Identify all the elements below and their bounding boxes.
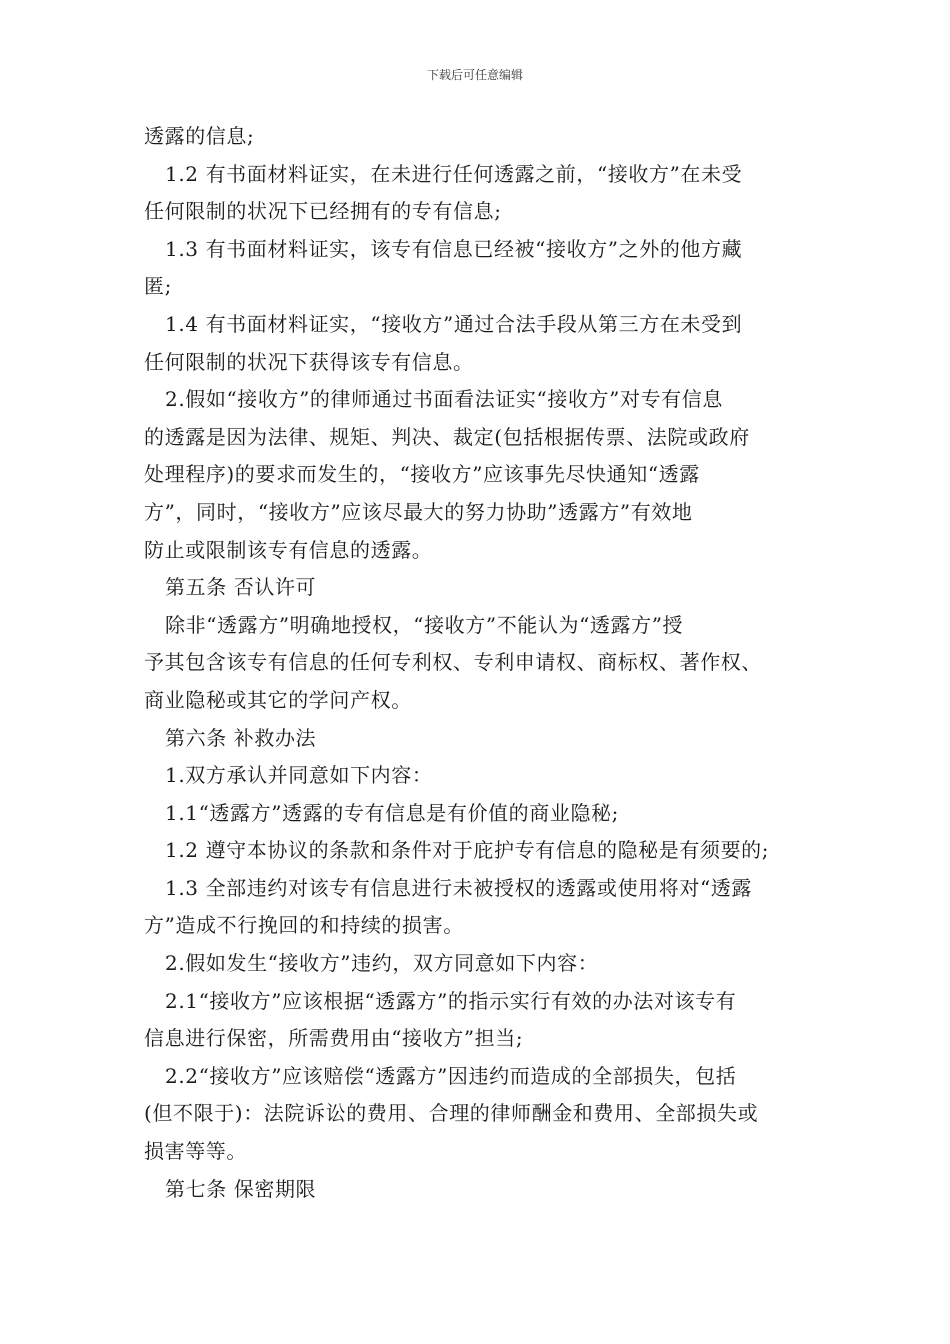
body-line: (但不限于)：法院诉讼的费用、合理的律师酬金和费用、全部损失或: [144, 1101, 759, 1126]
section-heading: 第五条 否认许可: [165, 575, 317, 600]
body-line: 防止或限制该专有信息的透露。: [144, 537, 433, 562]
body-line: 处理程序)的要求而发生的，“接收方”应该事先尽快通知“透露: [144, 462, 700, 487]
section-heading: 第六条 补救办法: [165, 725, 317, 750]
body-line: 除非“透露方”明确地授权，“接收方”不能认为“透露方”授: [165, 612, 684, 637]
body-line: 1.1“透露方”透露的专有信息是有价值的商业隐秘;: [165, 800, 619, 825]
section-heading: 第七条 保密期限: [165, 1176, 317, 1201]
body-line: 2.假如“接收方”的律师通过书面看法证实“接收方”对专有信息: [165, 387, 723, 412]
body-line: 方”造成不行挽回的和持续的损害。: [144, 913, 464, 938]
body-line: 1.双方承认并同意如下内容：: [165, 763, 433, 788]
body-line: 信息进行保密，所需费用由“接收方”担当;: [144, 1026, 524, 1051]
body-line: 任何限制的状况下获得该专有信息。: [144, 349, 474, 374]
body-line: 予其包含该专有信息的任何专利权、专利申请权、商标权、著作权、: [144, 650, 762, 675]
body-line: 任何限制的状况下已经拥有的专有信息;: [144, 199, 502, 224]
body-line: 1.2 遵守本协议的条款和条件对于庇护专有信息的隐秘是有须要的;: [165, 838, 770, 863]
body-line: 损害等等。: [144, 1139, 247, 1164]
body-line: 透露的信息;: [144, 124, 255, 148]
body-line: 商业隐秘或其它的学问产权。: [144, 687, 412, 712]
body-line: 2.假如发生“接收方”违约，双方同意如下内容：: [165, 951, 599, 976]
body-line: 方”，同时，“接收方”应该尽最大的努力协助”透露方”有效地: [144, 499, 693, 524]
document-body: [144, 118, 812, 1208]
page-header-note: 下载后可任意编辑: [426, 68, 523, 82]
body-line: 1.4 有书面材料证实，“接收方”通过合法手段从第三方在未受到: [165, 311, 743, 336]
body-line: 1.3 全部违约对该专有信息进行未被授权的透露或使用将对“透露: [165, 875, 752, 900]
body-line: 2.1“接收方”应该根据“透露方”的指示实行有效的办法对该专有: [165, 988, 737, 1013]
body-line: 1.2 有书面材料证实，在未进行任何透露之前，“接收方”在未受: [165, 161, 743, 186]
body-line: 的透露是因为法律、规矩、判决、裁定(包括根据传票、法院或政府: [144, 424, 750, 449]
body-line: 1.3 有书面材料证实，该专有信息已经被“接收方”之外的他方藏: [165, 236, 743, 261]
body-line: 匿;: [144, 274, 172, 299]
body-line: 2.2“接收方”应该赔偿“透露方”因违约而造成的全部损失，包括: [165, 1063, 737, 1088]
